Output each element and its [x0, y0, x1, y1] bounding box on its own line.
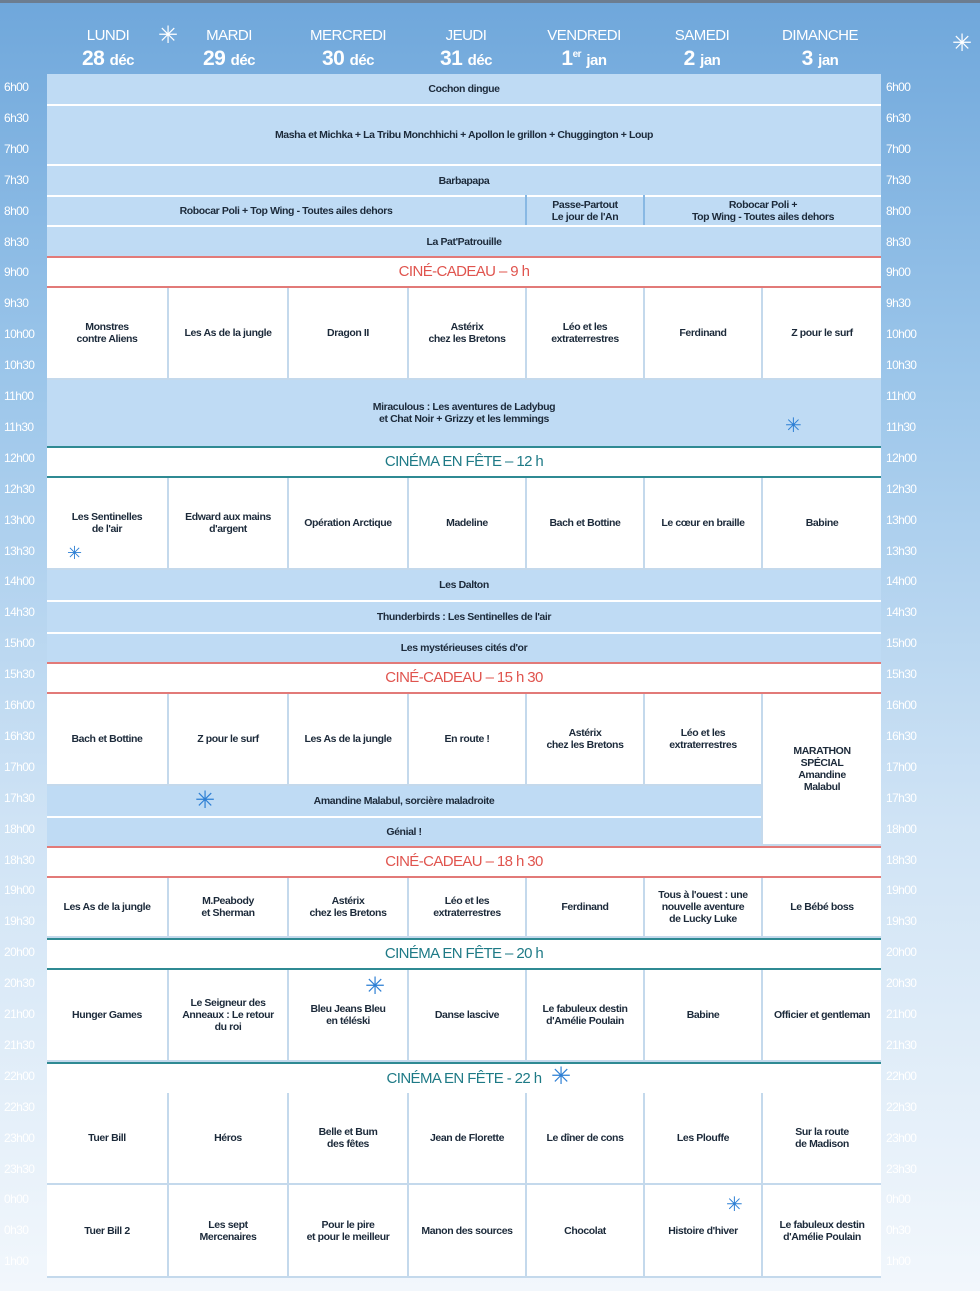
time-label-right: 8h00 [886, 203, 911, 218]
day-month: jan [818, 52, 839, 69]
day-month: déc [349, 52, 375, 69]
film-cell: Le fabuleux destin d'Amélie Poulain [525, 970, 643, 1062]
program-band: Thunderbirds : Les Sentinelles de l'air [47, 600, 881, 632]
day-date [643, 44, 761, 72]
film-cell: Manon des sources [407, 1185, 525, 1278]
day-name: JEUDI [445, 27, 487, 44]
film-cell: Histoire d'hiver [643, 1185, 761, 1278]
program-band: Masha et Michka + La Tribu Monchhichi + Apollon le grillon + Chuggington + Loup [47, 104, 881, 164]
time-label-left: 7h00 [4, 141, 29, 156]
day-date [49, 44, 167, 72]
time-label-left: 20h30 [4, 976, 35, 991]
program-band: Les Dalton [47, 570, 881, 600]
film-cell: Astérix chez les Bretons [525, 694, 643, 786]
time-label-left: 8h00 [4, 203, 29, 218]
time-label-left: 16h30 [4, 728, 35, 743]
day-month: jan [586, 52, 607, 69]
day-header [643, 27, 761, 72]
film-cell: Opération Arctique [287, 478, 407, 570]
time-label-left: 11h30 [4, 419, 34, 434]
time-label-left: 18h30 [4, 852, 35, 867]
snowflake-icon: ✳ [785, 415, 802, 437]
time-label-right: 12h00 [886, 450, 917, 465]
day-number: 3 [801, 47, 813, 70]
film-cell: Le cœur en braille [643, 478, 761, 570]
time-label-left: 12h00 [4, 450, 35, 465]
time-label-left: 14h30 [4, 605, 35, 620]
film-cell: Les Sentinelles de l'air [47, 478, 167, 570]
film-cell: Officier et gentleman [761, 970, 881, 1062]
marathon-cell: MARATHON SPÉCIAL Amandine Malabul [761, 694, 881, 846]
section-header: CINÉ-CADEAU – 15 h 30 [47, 662, 881, 694]
time-label-right: 13h30 [886, 543, 917, 558]
time-label-right: 13h00 [886, 512, 917, 527]
program-band: Robocar Poli + Top Wing - Toutes ailes dehors [47, 195, 525, 225]
program-band: Barbapapa [47, 164, 881, 195]
program-band: Passe-Partout Le jour de l'An [527, 195, 643, 225]
film-cell: Les As de la jungle [47, 878, 167, 938]
time-label-right: 20h30 [886, 976, 917, 991]
day-name: LUNDI [86, 27, 130, 44]
time-label-right: 11h30 [886, 419, 916, 434]
day-name: MERCREDI [309, 27, 386, 44]
film-cell: Ferdinand [643, 288, 761, 380]
time-label-right: 15h30 [886, 667, 917, 682]
day-month: déc [230, 52, 256, 69]
time-label-right: 17h00 [886, 759, 917, 774]
time-label-left: 0h00 [4, 1192, 29, 1207]
time-label-right: 14h30 [886, 605, 917, 620]
day-date [761, 44, 879, 72]
day-header [289, 27, 407, 72]
snowflake-icon: ✳ [952, 30, 973, 57]
time-label-right: 18h00 [886, 821, 917, 836]
section-header: CINÉ-CADEAU – 9 h [47, 256, 881, 288]
time-label-left: 14h00 [4, 574, 35, 589]
time-label-right: 9h30 [886, 296, 911, 311]
film-cell: Z pour le surf [167, 694, 287, 786]
day-header [170, 27, 288, 72]
film-cell: Jean de Florette [407, 1093, 525, 1185]
film-cell: Astérix chez les Bretons [407, 288, 525, 380]
time-label-left: 23h30 [4, 1161, 35, 1176]
day-name: SAMEDI [674, 27, 730, 44]
time-label-left: 22h00 [4, 1068, 35, 1083]
time-label-right: 16h00 [886, 698, 917, 712]
snowflake-icon: ✳ [365, 973, 386, 1000]
time-label-left: 1h00 [4, 1254, 29, 1269]
film-cell: Babine [761, 478, 881, 570]
time-label-left: 15h00 [4, 636, 35, 651]
film-cell: Héros [167, 1093, 287, 1185]
day-header [49, 27, 167, 72]
snowflake-icon: ✳ [67, 543, 83, 563]
time-label-right: 14h00 [886, 574, 917, 589]
time-label-left: 0h30 [4, 1223, 29, 1238]
time-label-right: 10h30 [886, 358, 917, 373]
day-name: MARDI [206, 27, 252, 44]
film-cell: Madeline [407, 478, 525, 570]
day-number: 2 [683, 47, 695, 70]
time-label-right: 9h00 [886, 265, 911, 280]
day-month: déc [109, 52, 135, 69]
film-cell: En route ! [407, 694, 525, 786]
time-label-right: 7h30 [886, 172, 911, 187]
time-label-right: 6h30 [886, 110, 911, 125]
time-label-right: 23h00 [886, 1130, 917, 1145]
time-label-right: 20h00 [886, 945, 917, 960]
film-cell: Le Bébé boss [761, 878, 881, 938]
film-cell: Chocolat [525, 1185, 643, 1278]
time-label-right: 21h00 [886, 1007, 917, 1021]
section-header: CINÉMA EN FÊTE - 22 h [47, 1062, 881, 1093]
time-label-left: 12h30 [4, 481, 35, 496]
film-cell: Hunger Games [47, 970, 167, 1062]
section-header: CINÉMA EN FÊTE – 20 h [47, 938, 881, 970]
top-border [0, 0, 980, 3]
program-band: Amandine Malabul, sorcière maladroite [47, 786, 761, 816]
time-label-left: 8h30 [4, 234, 29, 249]
schedule-grid [47, 70, 881, 1280]
day-number: 29 [202, 47, 226, 70]
film-cell: Bleu Jeans Bleu en téléski [287, 970, 407, 1062]
day-name: VENDREDI [547, 27, 621, 44]
film-cell: Ferdinand [525, 878, 643, 938]
program-band: Miraculous : Les aventures de Ladybug et Chat Noir + Grizzy et les lemmings [47, 380, 881, 446]
film-cell: Edward aux mains d'argent [167, 478, 287, 570]
program-band: Cochon dingue [47, 74, 881, 104]
time-label-left: 21h30 [4, 1037, 35, 1052]
time-label-left: 15h30 [4, 667, 35, 682]
time-label-left: 17h30 [4, 790, 35, 805]
film-cell: Les As de la jungle [167, 288, 287, 380]
section-header: CINÉ-CADEAU – 18 h 30 [47, 846, 881, 878]
time-label-left: 7h30 [4, 172, 29, 187]
time-label-left: 13h30 [4, 543, 35, 558]
time-label-left: 18h00 [4, 821, 35, 836]
time-label-left: 10h00 [4, 327, 35, 342]
film-cell: M.Peabody et Sherman [167, 878, 287, 938]
film-cell: Les sept Mercenaires [167, 1185, 287, 1278]
film-cell: Les Plouffe [643, 1093, 761, 1185]
time-label-right: 0h00 [886, 1192, 911, 1207]
time-label-left: 13h00 [4, 512, 35, 527]
time-label-left: 20h00 [4, 945, 35, 960]
day-header [407, 27, 525, 72]
time-label-right: 22h30 [886, 1099, 917, 1114]
day-header [525, 27, 643, 72]
film-cell: Le dîner de cons [525, 1093, 643, 1185]
film-cell: Tuer Bill 2 [47, 1185, 167, 1278]
time-label-right: 21h30 [886, 1037, 917, 1052]
time-label-right: 15h00 [886, 636, 917, 651]
film-cell: Les As de la jungle [287, 694, 407, 786]
time-label-right: 11h00 [886, 389, 916, 403]
program-band: Les mystérieuses cités d'or [47, 632, 881, 662]
time-label-right: 6h00 [886, 80, 911, 94]
program-band: La Pat'Patrouille [47, 225, 881, 256]
time-label-left: 16h00 [4, 698, 35, 712]
time-label-right: 7h00 [886, 141, 911, 156]
time-label-left: 19h00 [4, 883, 35, 898]
day-date [407, 44, 525, 72]
film-cell: Léo et les extraterrestres [525, 288, 643, 380]
film-cell: Le fabuleux destin d'Amélie Poulain [761, 1185, 881, 1278]
film-cell: Astérix chez les Bretons [287, 878, 407, 938]
time-label-right: 22h00 [886, 1068, 917, 1083]
film-cell: Léo et les extraterrestres [643, 694, 761, 786]
program-band: Génial ! [47, 816, 761, 846]
film-cell: Danse lascive [407, 970, 525, 1062]
film-cell: Tous à l'ouest : une nouvelle aventure de Lucky Luke [643, 878, 761, 938]
day-date [170, 44, 288, 72]
time-label-left: 6h30 [4, 110, 29, 125]
time-label-left: 9h30 [4, 296, 29, 311]
film-cell: Pour le pire et pour le meilleur [287, 1185, 407, 1278]
film-cell: Belle et Bum des fêtes [287, 1093, 407, 1185]
time-label-left: 21h00 [4, 1007, 35, 1021]
day-number: 31 [439, 47, 463, 70]
program-band: Robocar Poli + Top Wing - Toutes ailes dehors [645, 195, 881, 225]
day-date [525, 44, 643, 72]
time-label-right: 19h00 [886, 883, 917, 898]
time-label-right: 12h30 [886, 481, 917, 496]
film-cell: Bach et Bottine [47, 694, 167, 786]
day-number: 1 [561, 47, 573, 70]
film-cell: Dragon II [287, 288, 407, 380]
time-label-left: 6h00 [4, 80, 29, 94]
time-label-left: 23h00 [4, 1130, 35, 1145]
time-label-right: 0h30 [886, 1223, 911, 1238]
time-label-left: 17h00 [4, 759, 35, 774]
time-label-left: 9h00 [4, 265, 29, 280]
time-label-left: 22h30 [4, 1099, 35, 1114]
time-label-left: 11h00 [4, 389, 34, 403]
snowflake-icon: ✳ [158, 22, 179, 49]
snowflake-icon: ✳ [195, 787, 216, 814]
day-month: déc [467, 52, 493, 69]
snowflake-icon: ✳ [726, 1194, 743, 1216]
film-cell: Le Seigneur des Anneaux : Le retour du roi [167, 970, 287, 1062]
day-month: jan [700, 52, 721, 69]
day-header [761, 27, 879, 72]
day-name: DIMANCHE [781, 27, 858, 44]
film-cell: Tuer Bill [47, 1093, 167, 1185]
film-cell: Z pour le surf [761, 288, 881, 380]
time-label-right: 17h30 [886, 790, 917, 805]
film-cell: Bach et Bottine [525, 478, 643, 570]
time-label-right: 16h30 [886, 728, 917, 743]
day-number-suffix: er [572, 49, 582, 60]
time-label-right: 18h30 [886, 852, 917, 867]
film-cell: Monstres contre Aliens [47, 288, 167, 380]
film-cell: Léo et les extraterrestres [407, 878, 525, 938]
time-label-right: 10h00 [886, 327, 917, 342]
time-label-left: 19h30 [4, 914, 35, 929]
day-number: 28 [81, 47, 105, 70]
section-header: CINÉMA EN FÊTE – 12 h [47, 446, 881, 478]
time-label-right: 23h30 [886, 1161, 917, 1176]
film-cell: Sur la route de Madison [761, 1093, 881, 1185]
time-label-right: 19h30 [886, 914, 917, 929]
time-label-left: 10h30 [4, 358, 35, 373]
day-date [289, 44, 407, 72]
snowflake-icon: ✳ [551, 1063, 572, 1090]
time-label-right: 8h30 [886, 234, 911, 249]
film-cell: Babine [643, 970, 761, 1062]
day-number: 30 [321, 47, 345, 70]
time-label-right: 1h00 [886, 1254, 911, 1269]
